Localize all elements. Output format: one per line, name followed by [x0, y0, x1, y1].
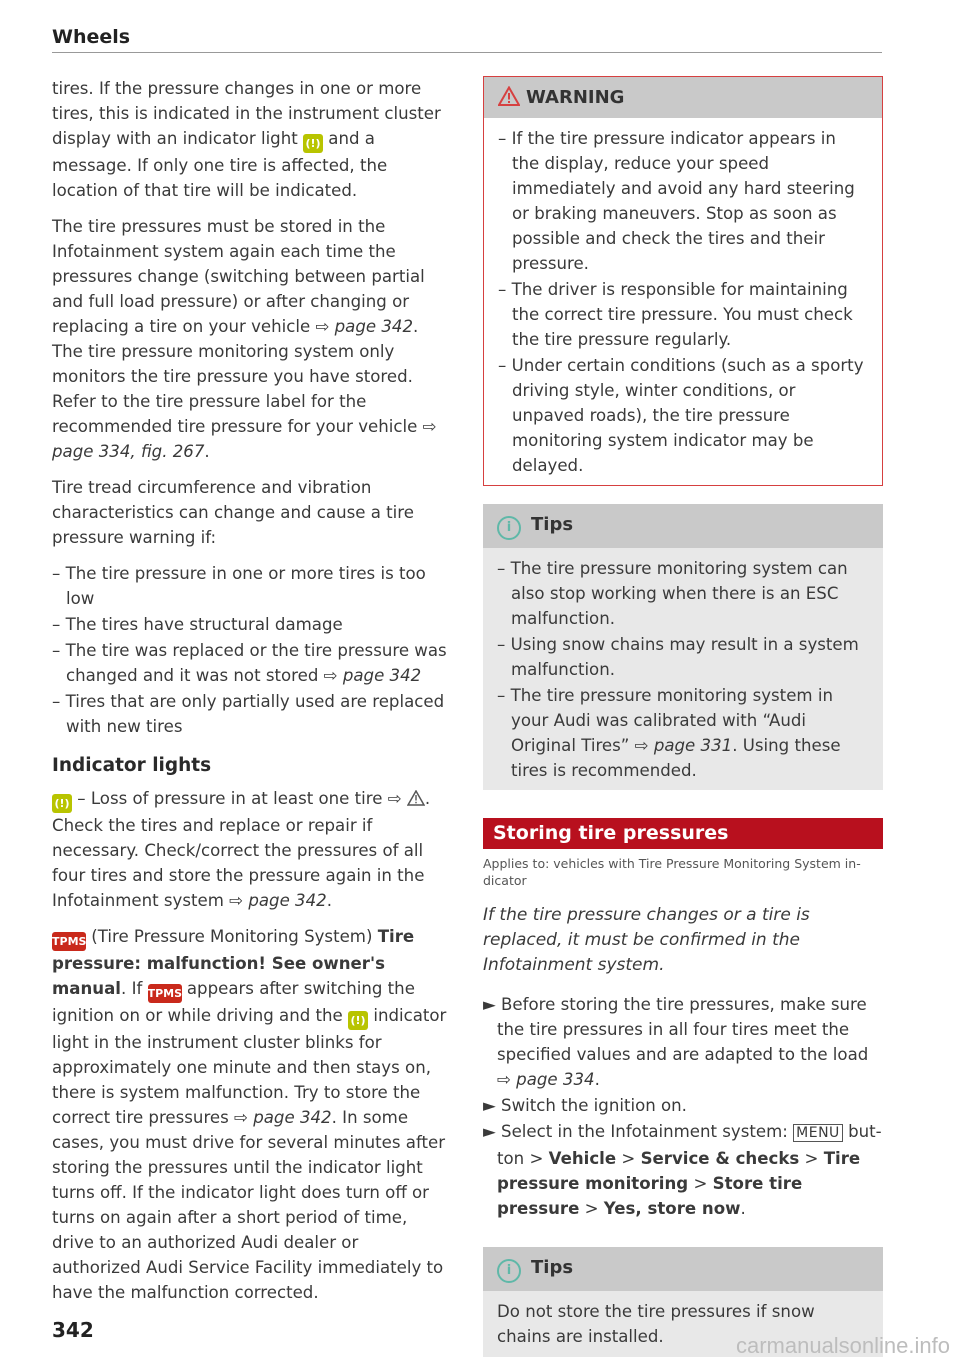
tpms-icon: TPMS: [148, 984, 182, 1003]
right-column: [483, 76, 883, 1357]
p1-text-a: tires. If the pressure changes in one or more tires, this is indicated in the instrument cluster display with an indicator light: [52, 79, 441, 148]
menu-path-tire-pressure-monitoring: Tire pressure monitoring: [497, 1149, 861, 1193]
bullet-item: – The tire pressure in one or more tires is too low: [52, 564, 426, 608]
tips-box: [483, 504, 883, 790]
ind2-text-e: . In some cases, you must drive for several minutes after storing the pressures until the indicator light turns off. If the indicator light does turn off or turns on again after a short period of time, drive to an authorized Audi dealer or authorized Audi Service Facility immediately to have the malfunction corrected.: [52, 1108, 446, 1302]
info-icon: i: [497, 1259, 521, 1283]
tips-header: [483, 1247, 883, 1291]
step-text: ► Before storing the tire pressures, make sure the tire pressures in all four tires meet the specified values and are adapted to the load: [483, 995, 869, 1064]
page-ref-link[interactable]: ⇨ page 342: [229, 891, 327, 910]
p2-text-b: . The tire pressure monitoring system only monitors the tire pressure you have stored. Refer to the tire pressure label for the recommended tire pressure for your vehicle: [52, 317, 419, 436]
page-ref-link[interactable]: ⇨ page 342: [315, 317, 414, 336]
page-ref-link[interactable]: ⇨ page 342: [323, 666, 422, 685]
warning-item: – Under certain conditions (such as a sporty driving style, winter conditions, or unpaved roads), the tire pressure monitoring system indicator may be delayed.: [498, 356, 864, 475]
tips-item-text: – The tire pressure monitoring system in your Audi was calibrated with “Audi Original Tires”: [497, 686, 833, 755]
menu-separator: >: [693, 1174, 708, 1193]
menu-path-vehicle: Vehicle: [548, 1149, 617, 1168]
tips-item-text: . Using these tires is recommended.: [511, 736, 841, 780]
header-rule: [52, 52, 882, 53]
bullet-text: – The tire was replaced or the tire pressure was changed and it was not stored: [52, 641, 447, 685]
tire-pressure-warning-icon: (!): [303, 134, 323, 153]
warning-triangle-icon: [407, 790, 425, 806]
ind1-text-a: – Loss of pressure in at least one tire ⇨: [77, 789, 402, 808]
page-ref-link[interactable]: ⇨ page 334, fig. 267: [52, 417, 437, 461]
warning-box: [483, 76, 883, 486]
tips-item: [497, 683, 869, 783]
step-text: ► Select in the Infotainment system:: [483, 1122, 788, 1141]
warning-header: [484, 77, 882, 118]
tpms-icon: TPMS: [52, 932, 86, 951]
warning-title: WARNING: [526, 87, 625, 108]
warning-body: [484, 118, 882, 485]
ind2-bold-message: Tire pressure: malfunction! See owner's manual: [52, 927, 415, 998]
section-title: Storing tire pressures: [483, 818, 883, 849]
warning-triangle-icon: [498, 86, 520, 106]
menu-path-service-checks: Service & checks: [640, 1149, 800, 1168]
step-text: .: [740, 1199, 746, 1218]
tips-item: – The tire pressure monitoring system can also stop working when there is an ESC malfunction.: [497, 559, 848, 628]
step-item: ► Switch the ignition on.: [483, 1096, 687, 1115]
menu-separator: >: [584, 1199, 599, 1218]
tire-pressure-warning-icon: (!): [348, 1011, 368, 1030]
left-column: [52, 76, 452, 1316]
warning-item: – The driver is responsible for maintaining the correct tire pressure. You must check the tire pressure regularly.: [498, 280, 853, 349]
paragraph-2: [52, 214, 452, 464]
menu-path-store-tire-pressure: Store tire pressure: [497, 1174, 803, 1218]
tips-item: – Using snow chains may result in a system malfunction.: [497, 635, 859, 679]
watermark: carmanualsonline.info: [735, 1333, 950, 1358]
step-text: button >: [497, 1122, 882, 1168]
menu-key: MENU: [793, 1124, 843, 1142]
step-item: [483, 992, 883, 1092]
tips-title: Tips: [531, 1257, 574, 1278]
ind1-text-c: .: [326, 891, 333, 910]
step-text: .: [594, 1070, 600, 1089]
page-header-title: Wheels: [52, 26, 131, 48]
tips-text: Do not store the tire pressures if snow chains are installed.: [497, 1302, 815, 1346]
ind2-text-b: . If: [121, 979, 143, 998]
bullet-item: – The tires have structural damage: [52, 615, 343, 634]
p1-text-b: and a message. If only one tire is affected, the location of that tire will be indicated.: [52, 129, 388, 200]
section-intro: If the tire pressure changes or a tire is replaced, it must be confirmed in the Infotainment system.: [483, 905, 810, 975]
applies-to-note: Applies to: vehicles with Tire Pressure Monitoring System indicator: [483, 856, 861, 888]
tips-header: [483, 504, 883, 548]
indicator-paragraph-1: [52, 786, 452, 913]
tips-body: [483, 548, 883, 790]
page-ref-link[interactable]: ⇨ page 331: [634, 736, 733, 755]
menu-path-yes-store-now: Yes, store now: [603, 1199, 741, 1218]
ind2-text-a: (Tire Pressure Monitoring System): [91, 927, 373, 946]
warning-item: – If the tire pressure indicator appears in the display, reduce your speed immediately and avoid any hard steering or braking maneuvers. Stop as soon as possible and check the tires and their pressure.: [498, 129, 855, 273]
indicator-lights-heading: Indicator lights: [52, 755, 212, 776]
bullet-item: [52, 638, 452, 688]
p2-text-c: .: [204, 442, 210, 461]
page-ref-link[interactable]: ⇨ page 342: [234, 1108, 332, 1127]
paragraph-3: Tire tread circumference and vibration characteristics can change and cause a tire pressure warning if:: [52, 478, 414, 547]
step-item: [483, 1119, 883, 1221]
menu-separator: >: [621, 1149, 636, 1168]
info-icon: i: [497, 516, 521, 540]
ind2-text-d: indicator light in the instrument cluster blinks for approximately one minute and then stays on, there is system malfunction. Try to store the correct tire pressures: [52, 1006, 447, 1127]
page-ref-link[interactable]: ⇨ page 334: [497, 1070, 595, 1089]
ind1-text-b: . Check the tires and replace or repair if necessary. Check/correct the pressures of all four tires and store the pressure again in the Infotainment system: [52, 789, 431, 910]
page-number: 342: [52, 1318, 94, 1342]
indicator-paragraph-2: [52, 924, 452, 1305]
ind2-text-c: appears after switching the ignition on or while driving and the: [52, 979, 415, 1025]
p2-text-a: The tire pressures must be stored in the Infotainment system again each time the pressures change (switching between partial and full load pressure) or after changing or replacing a tire on your vehicle: [52, 217, 425, 336]
tire-pressure-warning-icon: (!): [52, 794, 72, 813]
bullet-item: – Tires that are only partially used are replaced with new tires: [52, 692, 445, 736]
menu-separator: >: [804, 1149, 819, 1168]
tips-title: Tips: [531, 514, 574, 535]
paragraph-1: [52, 76, 452, 203]
